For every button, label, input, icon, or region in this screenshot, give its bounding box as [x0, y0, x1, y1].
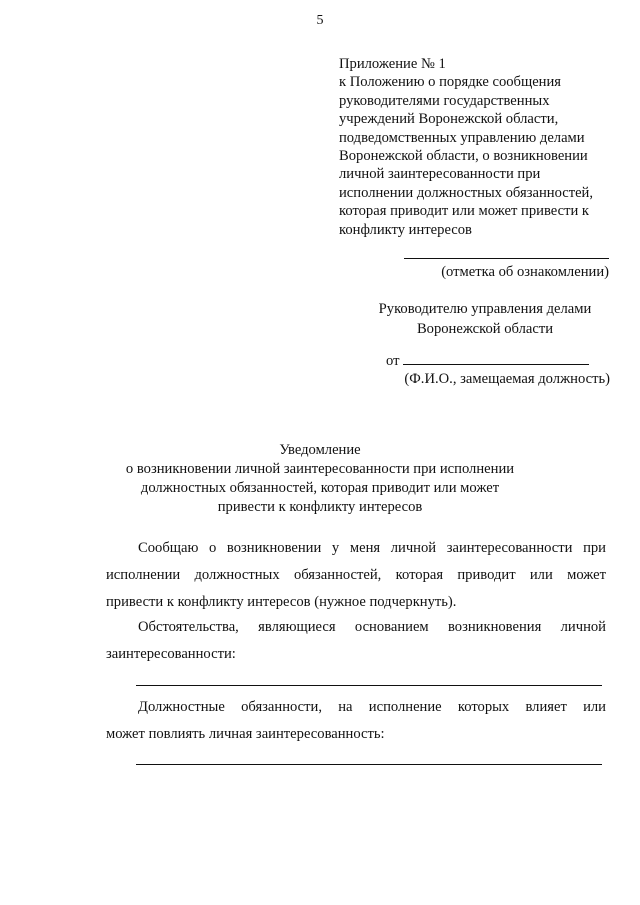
paragraph-line: Должностные обязанности, на исполнение которых влияет или: [138, 699, 606, 715]
appendix-line: Воронежской области, о возникновении: [339, 148, 588, 165]
acknowledgment-line[interactable]: [404, 258, 609, 259]
appendix-line: которая приводит или может привести к: [339, 203, 589, 220]
paragraph-line: привести к конфликту интересов (нужное подчеркнуть).: [106, 594, 457, 610]
recipient-line-1: Руководителю управления делами: [378, 301, 592, 317]
recipient-block: [350, 299, 620, 339]
appendix-header: [339, 55, 629, 239]
paragraph-line: Обстоятельства, являющиеся основанием возникновения личной: [138, 619, 606, 635]
paragraph-line: может повлиять личная заинтересованность:: [106, 726, 385, 742]
paragraph-line: Сообщаю о возникновении у меня личной заинтересованности при: [138, 540, 606, 556]
paragraph-circumstances: [106, 614, 606, 668]
acknowledgment-caption: (отметка об ознакомлении): [441, 264, 609, 280]
acknowledgment-block: [404, 258, 609, 281]
paragraph-duties: [106, 694, 606, 748]
from-name-field[interactable]: [403, 352, 589, 365]
paragraph-line: заинтересованности:: [106, 646, 236, 662]
from-block: [386, 352, 589, 370]
appendix-line: конфликту интересов: [339, 221, 472, 238]
duties-fill-line[interactable]: [136, 764, 602, 765]
notice-title: [120, 441, 520, 517]
appendix-line: к Положению о порядке сообщения: [339, 74, 562, 91]
appendix-line: личной заинтересованности при: [339, 166, 541, 183]
notice-subtitle-line: привести к конфликту интересов: [217, 499, 423, 515]
paragraph-notification: [106, 535, 606, 616]
appendix-line: подведомственных управлению делами: [339, 129, 585, 146]
recipient-line-2: Воронежской области: [416, 321, 554, 337]
appendix-line: учреждений Воронежской области,: [339, 111, 559, 128]
page-number: 5: [316, 13, 324, 28]
notice-subtitle-line: должностных обязанностей, которая приводит или может: [140, 480, 500, 496]
from-caption: (Ф.И.О., замещаемая должность): [404, 371, 610, 387]
notice-heading: Уведомление: [279, 442, 361, 458]
notice-subtitle-line: о возникновении личной заинтересованности при исполнении: [125, 461, 515, 477]
circumstances-fill-line[interactable]: [136, 685, 602, 686]
from-label: от: [386, 353, 400, 369]
appendix-line: исполнении должностных обязанностей,: [339, 184, 594, 201]
appendix-line: руководителями государственных: [339, 92, 550, 109]
paragraph-line: исполнении должностных обязанностей, которая приводит или может: [106, 567, 606, 583]
appendix-line: Приложение № 1: [339, 56, 446, 72]
